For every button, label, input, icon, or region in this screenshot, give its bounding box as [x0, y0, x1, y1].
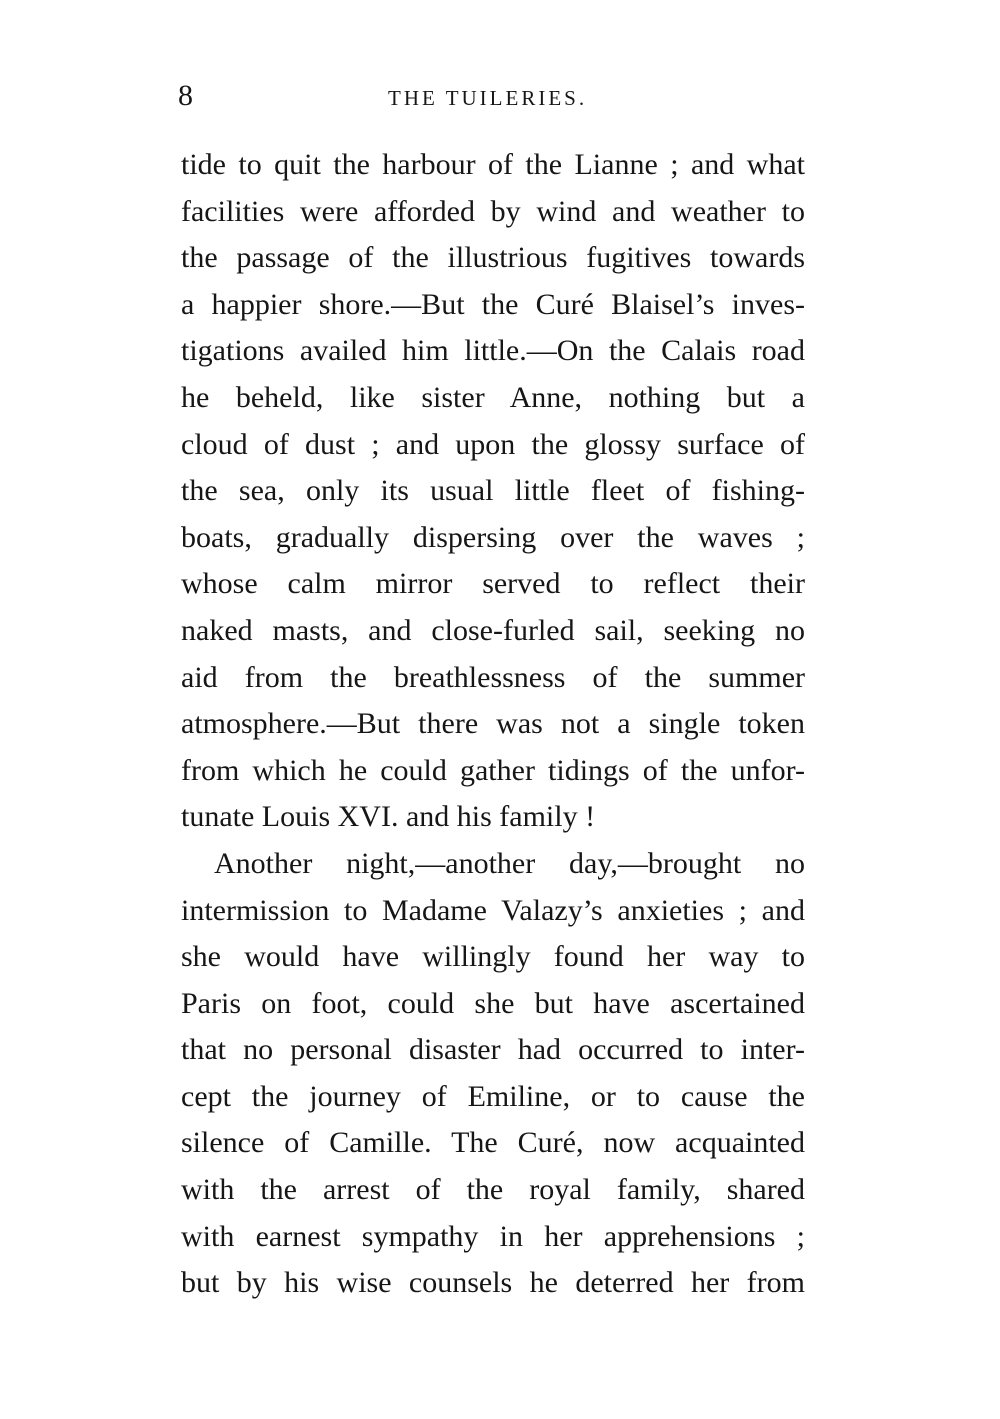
- text-line: with earnest sympathy in her apprehensions ;: [181, 1219, 805, 1253]
- text-line: Paris on foot, could she but have ascertained: [181, 986, 805, 1020]
- text-line: from which he could gather tidings of the unfor-: [181, 753, 805, 787]
- text-line: cept the journey of Emiline, or to cause the: [181, 1079, 805, 1113]
- text-line: she would have willingly found her way to: [181, 940, 805, 974]
- page-number: 8: [178, 79, 193, 112]
- text-line: tide to quit the harbour of the Lianne ; and what: [181, 148, 805, 181]
- text-line: silence of Camille. The Curé, now acquainted: [181, 1126, 805, 1160]
- text-line: whose calm mirror served to reflect their: [181, 567, 805, 601]
- text-line: he beheld, like sister Anne, nothing but a: [181, 380, 805, 414]
- text-line: facilities were afforded by wind and weather to: [181, 194, 805, 228]
- text-line: a happier shore.—But the Curé Blaisel’s inves-: [181, 287, 805, 321]
- paragraph-start-line: Another night,—another day,—brought no: [214, 846, 805, 880]
- text-line: the passage of the illustrious fugitives towards: [181, 241, 805, 275]
- paragraph-end-line: tunate Louis XVI. and his family !: [181, 800, 596, 834]
- text-line: naked masts, and close-furled sail, seeking no: [181, 613, 805, 647]
- text-line: but by his wise counsels he deterred her from: [181, 1266, 805, 1300]
- text-line: with the arrest of the royal family, shared: [181, 1173, 805, 1207]
- running-title: THE TUILERIES.: [388, 86, 588, 110]
- text-line: boats, gradually dispersing over the waves ;: [181, 520, 805, 554]
- running-head: [178, 76, 808, 116]
- text-line: tigations availed him little.—On the Calais road: [181, 334, 805, 368]
- text-line: the sea, only its usual little fleet of fishing-: [181, 474, 805, 508]
- text-line: aid from the breathlessness of the summer: [181, 660, 805, 694]
- text-line: cloud of dust ; and upon the glossy surface of: [181, 427, 805, 461]
- body-text: [181, 142, 805, 1307]
- text-line: atmosphere.—But there was not a single token: [181, 707, 805, 741]
- text-line: intermission to Madame Valazy’s anxieties ; and: [181, 893, 805, 927]
- text-line: that no personal disaster had occurred to inter-: [181, 1033, 805, 1067]
